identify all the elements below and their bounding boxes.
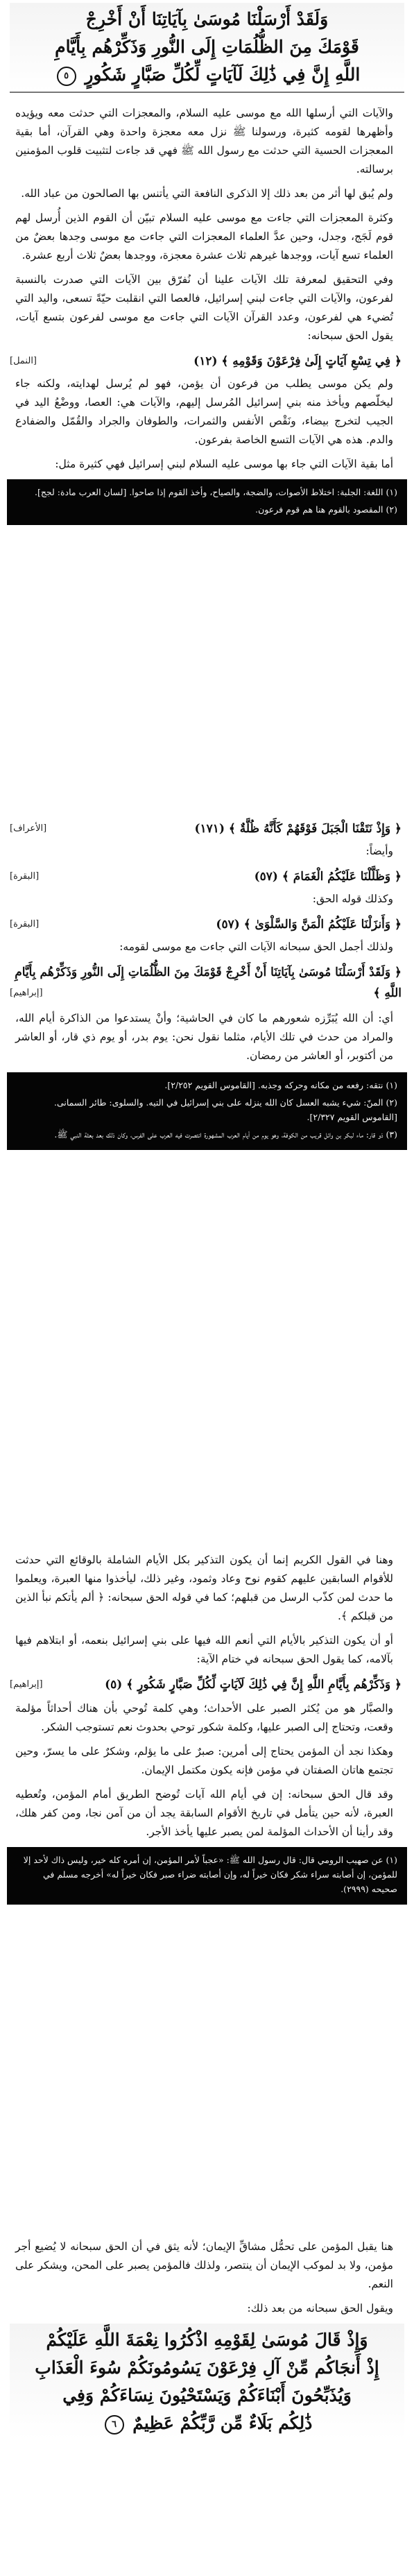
paragraph: أو أن يكون التذكير بالأيام التي أنعم الله فيها على بني إسرائيل بنعمه، أو ابتلاهم فيها بآلامه، كما يقول الحق سبحانه في ختام الآية: bbox=[15, 1634, 393, 1665]
verse-banner-5 bbox=[10, 3, 404, 93]
paragraph: والصبَّار هو من يُكثر الصبر على الأحداث؛ وهي كلمة تُوحي بأن هناك أحداثاً مؤلمة وقعت، وتحتاج إلى الصبر عليها، وكلمة شكور توحي بحدوث نعم تستوجب الشكر. bbox=[15, 1702, 393, 1733]
page-3 bbox=[0, 1547, 414, 2102]
paragraph: ويقول الحق سبحانه من بعد ذلك: bbox=[247, 2302, 393, 2315]
quoted-ayah bbox=[10, 1674, 402, 1695]
verse-number-icon: ٥ bbox=[57, 67, 76, 86]
page-2 bbox=[0, 812, 414, 1415]
footnote: (١) عن صهيب الرومي قال: قال رسول الله ﷺ: «عجباً لأمر المؤمن، إن أمره كله خير، وليس ذاك لأحد إلا للمؤمن، إن أصابته سراء شكر فكان خيراً له، وإن أصابته ضراء صبر فكان خيراً له» أخرجه مسلم في صحيحه (٢٩٩٩). bbox=[23, 1855, 397, 1894]
surah-reference: [البقرة] bbox=[10, 871, 40, 882]
paragraph: وهنا في القول الكريم إنما أن يكون التذكير بكل الأيام الشاملة بالوقائع التي حدثت للأقوام السابقين عليهم كقوم نوح وعاد وثمود، وغير ذلك، ليأخذوا منها العبرة، ويعلموا ما حدث لمن كذّب الرسل من قبلهم؛ كما في قوله الحق سبحانه: ﴿ ألم يأتكم نبأ الذين من قبلكم ﴾. bbox=[15, 1554, 393, 1622]
footnotes bbox=[7, 1847, 407, 1905]
footnote: (١) اللغة: الجلبة: اختلاط الأصوات، والضجة، والصياح، وأخذ القوم إذا صاحوا. [لسان العرب مادة: لجج]. bbox=[35, 487, 397, 497]
commentary bbox=[15, 938, 393, 956]
verse-line: وَإِذْ قَالَ مُوسَىٰ لِقَوْمِهِ اذْكُرُوا نِعْمَةَ اللَّهِ عَلَيْكُمْ bbox=[46, 2330, 368, 2350]
verse-line: وَيُذَبِّحُونَ أَبْنَاءَكُمْ وَيَسْتَحْيُونَ نِسَاءَكُمْ وَفِي bbox=[62, 2385, 352, 2405]
commentary bbox=[15, 1551, 393, 1669]
ayah-text: ﴿ وَإِذْ نَتَقْنَا الْجَبَلَ فَوْقَهُمْ كَأَنَّهُ ظُلَّةٌ ﴾ (١٧١) bbox=[194, 822, 402, 836]
paragraph: وكثرة المعجزات التي جاءت مع موسى عليه السلام تبيّن أن القوم الذين أُرسل لهم قوم لَجَج، وجدل، وحين عدَّ العلماء المعجزات التي جاءت مع موسى وجدها بعضٌ من العلماء تسع آيات، ووجدها غيرهم ثلاث عشرة معجزة، ووجدها بعضٌ ثلاث أربع عشرة. bbox=[15, 212, 393, 261]
paragraph: وكذلك قوله الحق: bbox=[312, 893, 393, 905]
ayah-text: ﴿ وَلَقَدْ أَرْسَلْنَا مُوسَىٰ بِآيَاتِنَا أَنْ أَخْرِجْ قَوْمَكَ مِنَ الظُّلُمَاتِ إِلَى النُّورِ وَذَكِّرْهُم بِأَيَّامِ اللَّهِ ﴾ bbox=[15, 965, 402, 1000]
quoted-ayah bbox=[10, 818, 402, 839]
verse-line: قَوْمَكَ مِنَ الظُّلُمَاتِ إِلَى النُّورِ وَذَكِّرْهُم بِأَيَّامِ bbox=[55, 37, 359, 57]
verse-line: وَلَقَدْ أَرْسَلْنَا مُوسَىٰ بِآيَاتِنَا أَنْ أَخْرِجْ bbox=[85, 9, 329, 29]
verse-line bbox=[17, 61, 397, 89]
verse-banner-6 bbox=[10, 2324, 404, 2440]
paragraph: هنا يقبل المؤمن على تحمُّل مشاقِّ الإيمان؛ لأنه يثق في أن الحق سبحانه لا يُضيع أجر مؤمن، ولا بد لموكب الإيمان أن ينتصر، ولذلك فالمؤمن يصبر على المحن، ويشكر على النعم. bbox=[15, 2240, 393, 2290]
paragraph: أي: أن الله يُبَرِّزه شعورهم ما كان في الحاشية؛ وأنْ يستدعوا من الذاكرة أيام الله، والمراد من حدث في تلك الأيام، مثلما نقول نحن: يوم بدر، أو يوم ذي قار، أو العاشر من أكتوبر، أو العاشر من رمضان. bbox=[15, 1012, 393, 1062]
paragraph: ولم يكن موسى يطلب من فرعون أن يؤمن، فهو لم يُرسل لهدايته، ولكنه جاء ليخلّصهم ويأخذ منه بني إسرائيل المُرسل إليهم، والآيات هي: العصا، ووضْعُ اليد في الجيب لتخرج بيضاء، ونَقْص الأنفس والثمرات، والطوفان والجراد والقُمّل والضفادع والدم. هذه هي الآيات التسع الخاصة بفرعون. bbox=[15, 377, 393, 446]
footnote: (٢) المنّ: شيء يشبه العسل كان الله ينزله على بني إسرائيل في التيه. والسلوى: طائر السمانى. [القاموس القويم ٢/٣٢٧]. bbox=[54, 1097, 397, 1122]
commentary bbox=[15, 1009, 393, 1065]
footnote: (١) نتقه: رفعه من مكانه وحركه وجذبه. [القاموس القويم ٢/٢٥٢]. bbox=[164, 1080, 397, 1090]
paragraph: وفي التحقيق لمعرفة تلك الآيات علينا أن نُفرّق بين الآيات التي صدرت بالنسبة لفرعون، والآيات التي جاءت لبني إسرائيل، فالعصا التي انقلبت حيّةً تسعى، واليد التي تُضيء هي لفرعون، وعدد القرآن الآيات التي جاءت مع موسى لفرعون بتسع آيات، يقول الحق سبحانه: bbox=[15, 273, 393, 342]
paragraph: ولذلك أجمل الحق سبحانه الآيات التي جاءت مع موسى لقومه: bbox=[119, 941, 393, 953]
verse-line bbox=[17, 2410, 397, 2437]
quoted-ayah bbox=[10, 866, 402, 887]
footnotes bbox=[7, 479, 407, 525]
paragraph: وأيضاً: bbox=[365, 845, 393, 857]
quoted-ayah bbox=[10, 914, 402, 935]
surah-reference: [إبراهيم] bbox=[10, 988, 43, 998]
commentary bbox=[15, 890, 393, 909]
footnote: (٢) المقصود بالقوم هنا هم قوم فرعون. bbox=[255, 504, 397, 515]
commentary bbox=[15, 104, 393, 345]
surah-reference: [الأعراف] bbox=[10, 823, 47, 834]
paragraph: ولم يُبق لها أثر من بعد ذلك إلا الذكرى النافعة التي يأتنس بها الصالحون من عباد الله. bbox=[21, 187, 393, 200]
ayah-text: ﴿ وَأَنزَلْنَا عَلَيْكُمُ الْمَنَّ وَالسَّلْوَىٰ ﴾ (٥٧) bbox=[216, 918, 402, 931]
surah-reference: [النمل] bbox=[10, 356, 37, 366]
ayah-text: ﴿ فِي تِسْعِ آيَاتٍ إِلَىٰ فِرْعَوْنَ وَقَوْمِهِ ﴾ (١٢) bbox=[193, 354, 402, 368]
paragraph: والآيات التي أرسلها الله مع موسى عليه السلام، والمعجزات التي حدثت معه ويؤيده وأظهرها لقومه كثيرة، ورسولنا ﷺ نزل معه معجزة واحدة وهي القرآن، أما بقية المعجزات الحسية التي حدثت مع رسول الله ﷺ فهي قد جاءت لتثبيت قلوب المؤمنين برسالته. bbox=[15, 107, 393, 175]
quoted-ayah bbox=[10, 351, 402, 372]
quoted-ayah bbox=[10, 962, 402, 1004]
paragraph: وهكذا نجد أن المؤمن يحتاج إلى أمرين: صبرٌ على ما يؤلم، وشكرٌ على ما يسرّ، وحين تجتمع هاتان الصفتان في مؤمن فإنه يكون مكتمل الإيمان. bbox=[15, 1745, 393, 1776]
verse-line-text: اللَّهِ إِنَّ فِي ذَٰلِكَ لَآيَاتٍ لِّكُلِّ صَبَّارٍ شَكُورٍ bbox=[85, 65, 361, 85]
ayah-text: ﴿ وَظَلَّلْنَا عَلَيْكُمُ الْغَمَامَ ﴾ (٥٧) bbox=[254, 870, 402, 884]
commentary bbox=[15, 1699, 393, 1841]
commentary bbox=[15, 2238, 393, 2318]
page-4 bbox=[0, 2233, 414, 2576]
surah-reference: [البقرة] bbox=[10, 919, 40, 929]
verse-line-text: ذَٰلِكُم بَلَاءٌ مِّن رَّبِّكُمْ عَظِيمٌ bbox=[132, 2413, 313, 2433]
page-1 bbox=[0, 0, 414, 694]
ayah-text: ﴿ وَذَكِّرْهُم بِأَيَّامِ اللَّهِ إِنَّ فِي ذَٰلِكَ لَآيَاتٍ لِّكُلِّ صَبَّارٍ شَكُورٍ ﴾ (٥) bbox=[105, 1678, 402, 1692]
footnote: (٣) ذو قار: ماء لبكر بن وائل قريب من الكوفة، وهو يوم من أيام العرب المشهورة انتصرت فيه العرب على الفرس، وكان ذلك بعد بعثة النبي ﷺ. bbox=[54, 1129, 397, 1140]
paragraph: وقد قال الحق سبحانه: إن في أيام الله آيات تُوضح الطريق أمام المؤمن، وتُعطيه العبرة، لأنه حين يتأمل في تاريخ الأقوام السابقة يجد أن من آمن نجا، ومن كفر هلك، وقد رأينا أن الأحداث المؤلمة لمن يصبر عليها يأخذ الأجر. bbox=[15, 1788, 393, 1838]
paragraph: أما بقية الآيات التي جاء بها موسى عليه السلام لبني إسرائيل فهي كثيرة مثل: bbox=[55, 458, 393, 470]
verse-line: إِذْ أَنجَاكُم مِّنْ آلِ فِرْعَوْنَ يَسُومُونَكُمْ سُوءَ الْعَذَابِ bbox=[35, 2358, 379, 2378]
surah-reference: [إبراهيم] bbox=[10, 1679, 43, 1690]
commentary bbox=[15, 842, 393, 861]
verse-number-icon: ٦ bbox=[105, 2415, 124, 2435]
commentary bbox=[15, 375, 393, 474]
footnotes bbox=[7, 1072, 407, 1150]
